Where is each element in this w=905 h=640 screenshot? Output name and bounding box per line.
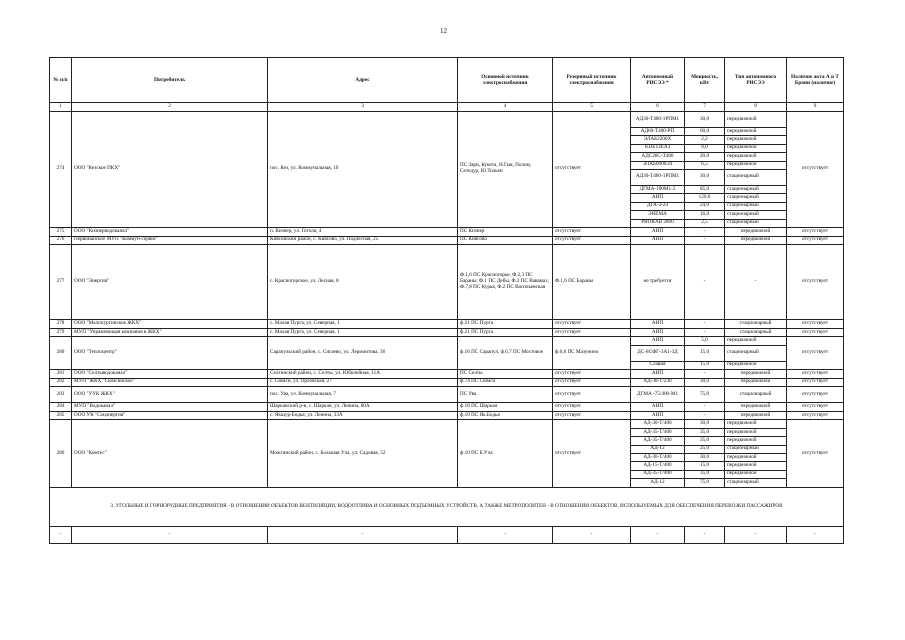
reserve-source-cell: отсутствует: [553, 320, 631, 329]
type-cell: передвижной: [725, 136, 787, 144]
type-cell: стационарный: [725, 328, 787, 337]
act-cell: отсутствует: [787, 420, 844, 487]
power-cell: 16,0: [685, 211, 725, 219]
type-cell: передвижной: [725, 411, 787, 420]
section-heading-row: [50, 487, 844, 526]
type-cell: передвижной: [725, 370, 787, 379]
power-cell: 15,0: [685, 345, 725, 361]
dash-cell: -: [631, 526, 685, 543]
reserve-source-cell: отсутствует: [553, 387, 631, 403]
power-cell: 30,0: [685, 169, 725, 185]
reserve-source-cell: отсутствует: [553, 420, 631, 487]
type-cell: стационарный: [725, 345, 787, 361]
col-number: 6: [631, 103, 685, 112]
type-cell: стационарный: [725, 202, 787, 210]
main-source-cell: ПС Селты: [458, 370, 553, 379]
table-row: [50, 403, 844, 412]
row-number: 283: [50, 387, 72, 403]
table-row: [50, 337, 844, 345]
header-num: № п/п: [50, 58, 72, 103]
autonomous-unit-cell: АД-35-Т/400: [631, 428, 685, 436]
power-cell: 85,0: [685, 185, 725, 193]
reserve-source-cell: отсутствует: [553, 328, 631, 337]
main-source-cell: ф.10 ПС Як.Бодья: [458, 411, 553, 420]
main-source-cell: ф.21 ПС Пурга: [458, 328, 553, 337]
dash-cell: -: [268, 526, 458, 543]
header-row: [50, 58, 844, 103]
consumer-cell: ООО "Кизнерводоканал": [72, 227, 268, 236]
power-cell: 30,0: [685, 112, 725, 128]
dash-cell: -: [553, 526, 631, 543]
empty-dash-row: [50, 526, 844, 543]
power-cell: 20,0: [685, 153, 725, 161]
table-row: [50, 387, 844, 403]
reserve-sources-table: [49, 57, 844, 544]
header-act: Наличие акта А и Т Брони (наличие): [787, 58, 844, 103]
autonomous-unit-cell: АД-30-Т/400: [631, 420, 685, 428]
consumer-cell: МУП "Водоканал": [72, 403, 268, 412]
type-cell: стационарный: [725, 194, 787, 202]
autonomous-unit-cell: АИП: [631, 194, 685, 202]
reserve-source-cell: отсутствует: [553, 236, 631, 245]
power-cell: 75,0: [685, 387, 725, 403]
header-power: Мощность, кВт: [685, 58, 725, 103]
header-consumer: Потребитель: [72, 58, 268, 103]
autonomous-unit-cell: АД-12: [631, 479, 685, 487]
main-source-cell: ПС Киясово: [458, 236, 553, 245]
autonomous-unit-cell: АИП: [631, 236, 685, 245]
autonomous-unit-cell: ЭЛАБ2200Х: [631, 136, 685, 144]
consumer-cell: ООО "Теплоцентр": [72, 337, 268, 370]
header-autonomous: Автономный РИСЭЭ *: [631, 58, 685, 103]
table-row: [50, 245, 844, 320]
type-cell: передвижной: [725, 361, 787, 369]
row-number: 286: [50, 420, 72, 487]
dash-cell: -: [725, 526, 787, 543]
autonomous-unit-cell: PRORAB 2800: [631, 219, 685, 227]
type-cell: стационарный: [725, 320, 787, 329]
type-cell: передвижной: [725, 236, 787, 245]
power-cell: 30,0: [685, 454, 725, 462]
address-cell: Киясовский район, с. Киясово, ул. Подлесная, 25: [268, 236, 458, 245]
autonomous-unit-cell: АД-12: [631, 445, 685, 453]
consumer-cell: ООО "Селтыводоканал": [72, 370, 268, 379]
type-cell: передвижной: [725, 437, 787, 445]
main-source-cell: ф.74 ПС Сюмси: [458, 378, 553, 387]
power-cell: 120,0: [685, 194, 725, 202]
autonomous-unit-cell: ДГМА-100М1-2: [631, 185, 685, 193]
dash-cell: -: [50, 526, 72, 543]
main-source-cell: ф.18 ПС Шаркан: [458, 403, 553, 412]
row-number: 274: [50, 112, 72, 228]
col-number: 3: [268, 103, 458, 112]
address-cell: Можгинский район, с. Большая Уча, ул. Садовая, 52: [268, 420, 458, 487]
power-cell: 60,0: [685, 128, 725, 136]
col-number: 4: [458, 103, 553, 112]
autonomous-unit-cell: KDE12EA3: [631, 144, 685, 152]
col-number: 5: [553, 103, 631, 112]
power-cell: 2,5: [685, 219, 725, 227]
type-cell: передвижной: [725, 112, 787, 128]
dash-cell: -: [72, 526, 268, 543]
table-row: [50, 370, 844, 379]
power-cell: -: [685, 236, 725, 245]
power-cell: 75,0: [685, 479, 725, 487]
power-cell: -: [685, 328, 725, 337]
address-cell: Шарканский р-н, с. Шаркан, ул. Ленина, 80А: [268, 403, 458, 412]
act-cell: отсутствует: [787, 328, 844, 337]
main-source-cell: ПС Кизнер: [458, 227, 553, 236]
main-source-cell: ПС Зари, Кукета, Н.Гыя, Полом, Сетедур, Ю.Тольен: [458, 112, 553, 228]
reserve-source-cell: отсутствует: [553, 403, 631, 412]
main-source-cell: ф.21 ПС Пурга: [458, 320, 553, 329]
power-cell: 2,2: [685, 136, 725, 144]
act-cell: отсутствует: [787, 370, 844, 379]
autonomous-unit-cell: ЭЛАБ6000ЭЗ: [631, 161, 685, 169]
col-number: 7: [685, 103, 725, 112]
power-cell: 35,0: [685, 437, 725, 445]
type-cell: передвижной: [725, 420, 787, 428]
address-cell: п. Кизнер, ул. Гоголя, 4: [268, 227, 458, 236]
address-cell: с. Малая Пурга, ул. Северная, 1: [268, 328, 458, 337]
type-cell: передвижной: [725, 227, 787, 236]
autonomous-unit-cell: АИП: [631, 320, 685, 329]
autonomous-unit-cell: АИП: [631, 328, 685, 337]
address-cell: пос. Кез, ул. Коммунальная, 10: [268, 112, 458, 228]
col-number: 8: [725, 103, 787, 112]
autonomous-unit-cell: АД-15-Т/400: [631, 462, 685, 470]
address-cell: с. Малая Пурга, ул. Северная, 1: [268, 320, 458, 329]
type-cell: передвижной: [725, 153, 787, 161]
reserve-source-cell: отсутствует: [553, 378, 631, 387]
dash-cell: -: [787, 526, 844, 543]
type-cell: стационарный: [725, 445, 787, 453]
table-row: [50, 420, 844, 428]
address-cell: пос. Ува, ул. Коммунальная, 7: [268, 387, 458, 403]
act-cell: отсутствует: [787, 403, 844, 412]
autonomous-unit-cell: АД60-Т400-РП: [631, 128, 685, 136]
header-type: Тип автономного РИСЭЭ: [725, 58, 787, 103]
autonomous-unit-cell: АД30-Т400-1РПМ1: [631, 169, 685, 185]
row-number: 277: [50, 245, 72, 320]
power-cell: 6,5: [685, 161, 725, 169]
main-source-cell: ф.16 ПС Сарапул, ф.6,7 ПС Мостовое: [458, 337, 553, 370]
autonomous-unit-cell: АД-35-Т/400: [631, 470, 685, 478]
act-cell: отсутствует: [787, 337, 844, 370]
col-number: 1: [50, 103, 72, 112]
table-row: [50, 328, 844, 337]
autonomous-unit-cell: ЭНЕМА: [631, 211, 685, 219]
autonomous-unit-cell: АД-30-Т/400: [631, 454, 685, 462]
table-row: [50, 227, 844, 236]
row-number: 282: [50, 378, 72, 387]
address-cell: с. Красногорское, ул. Лесная, 8: [268, 245, 458, 320]
consumer-cell: ООО УК "Соцэнергия": [72, 411, 268, 420]
type-cell: передвижной: [725, 454, 787, 462]
autonomous-unit-cell: ДГМА -75/400-М1: [631, 387, 685, 403]
table-row: [50, 378, 844, 387]
act-cell: отсутствует: [787, 378, 844, 387]
type-cell: -: [725, 245, 787, 320]
reserve-source-cell: ф.6,8 ПС Мазунино: [553, 337, 631, 370]
dash-cell: -: [458, 526, 553, 543]
power-cell: 15,0: [685, 462, 725, 470]
col-number: 2: [72, 103, 268, 112]
reserve-source-cell: отсутствует: [553, 411, 631, 420]
autonomous-unit-cell: АИП: [631, 411, 685, 420]
table-row: [50, 411, 844, 420]
autonomous-unit-cell: АДС20С-Т400: [631, 153, 685, 161]
consumer-cell: ООО "УУК ЖКХ": [72, 387, 268, 403]
act-cell: отсутствует: [787, 411, 844, 420]
type-cell: передвижной: [725, 403, 787, 412]
reserve-source-cell: отсутствует: [553, 112, 631, 228]
autonomous-unit-cell: ДС-8СФГ-3А1-3Д: [631, 345, 685, 361]
row-number: 275: [50, 227, 72, 236]
type-cell: передвижной: [725, 161, 787, 169]
row-number: 279: [50, 328, 72, 337]
power-cell: 8,0: [685, 144, 725, 152]
row-number: 281: [50, 370, 72, 379]
dash-cell: -: [685, 526, 725, 543]
act-cell: отсутствует: [787, 320, 844, 329]
power-cell: 5,0: [685, 337, 725, 345]
power-cell: 25,0: [685, 445, 725, 453]
type-cell: передвижной: [725, 128, 787, 136]
power-cell: 35,0: [685, 428, 725, 436]
type-cell: передвижной: [725, 144, 787, 152]
consumer-cell: ООО "Малопургинское ЖКХ": [72, 320, 268, 329]
power-cell: -: [685, 411, 725, 420]
table-body: [50, 112, 844, 544]
act-cell: отсутствует: [787, 112, 844, 228]
reserve-source-cell: Ф.1,6 ПС Бараны: [553, 245, 631, 320]
power-cell: -: [685, 245, 725, 320]
autonomous-unit-cell: АИП: [631, 337, 685, 345]
row-number: 280: [50, 337, 72, 370]
autonomous-unit-cell: АД-30-Т/230: [631, 378, 685, 387]
type-cell: стационарный: [725, 479, 787, 487]
section-3-title: 3. УГОЛЬНЫЕ И ГОРНОРУДНЫЕ ПРЕДПРИЯТИЯ - В ОТНОШЕНИИ ОБЪЕКТОВ ВЕНТИЛЯЦИИ, ВОДООТЛИВА И ОСНОВНЫХ ПОДЪЕМНЫХ УСТРОЙСТВ, А ТАКЖЕ МЕТРОПОЛИТЕН - В ОТНОШЕНИИ ОБЪЕКТОВ, ИСПОЛЬЗУЕМЫХ ДЛЯ ОБЕСПЕЧЕНИЯ ПЕРЕВОЗКИ ПАССАЖИРОВ: [50, 487, 844, 526]
reserve-source-cell: отсутствует: [553, 227, 631, 236]
power-cell: 30,0: [685, 420, 725, 428]
consumer-cell: ООО "Энергия": [72, 245, 268, 320]
act-cell: отсутствует: [787, 227, 844, 236]
power-cell: 24,0: [685, 202, 725, 210]
main-source-cell: Ф.1,6 ПС Красногорье, Ф.2,3 ПС Бараны, Ф.1 ПС Дебы, Ф.2 ПС Вавамах, Ф.7,8 ПС Курья, Ф.2 ПС Васильевская: [458, 245, 553, 320]
power-cell: 15,0: [685, 361, 725, 369]
type-cell: передвижной: [725, 462, 787, 470]
column-numbers-row: [50, 103, 844, 112]
header-reserve-source: Резервный источник электроснабжения: [553, 58, 631, 103]
type-cell: передвижной: [725, 470, 787, 478]
row-number: 284: [50, 403, 72, 412]
main-source-cell: ф.10 ПС Б.Уча: [458, 420, 553, 487]
autonomous-unit-cell: АИП: [631, 370, 685, 379]
address-cell: Сарапульский район, с. Сигаево, ул. Лермонтова, 36: [268, 337, 458, 370]
consumer-cell: МУП "Управляющая компания в ЖКХ": [72, 328, 268, 337]
autonomous-unit-cell: АИП: [631, 227, 685, 236]
act-cell: отсутствует: [787, 387, 844, 403]
power-cell: -: [685, 403, 725, 412]
power-cell: 30,0: [685, 378, 725, 387]
table-row: [50, 236, 844, 245]
act-cell: отсутствует: [787, 245, 844, 320]
row-number: 276: [50, 236, 72, 245]
reserve-source-cell: отсутствует: [553, 370, 631, 379]
power-cell: -: [685, 227, 725, 236]
main-source-cell: ПС Ува: [458, 387, 553, 403]
autonomous-unit-cell: Славия: [631, 361, 685, 369]
row-number: 278: [50, 320, 72, 329]
type-cell: стационарный: [725, 185, 787, 193]
consumer-cell: ООО "Комтес": [72, 420, 268, 487]
type-cell: стационарный: [725, 169, 787, 185]
power-cell: -: [685, 370, 725, 379]
act-cell: отсутствует: [787, 236, 844, 245]
type-cell: стационарный: [725, 387, 787, 403]
power-cell: 35,0: [685, 470, 725, 478]
row-number: 285: [50, 411, 72, 420]
header-address: Адрес: [268, 58, 458, 103]
autonomous-unit-cell: не требуется: [631, 245, 685, 320]
autonomous-unit-cell: АД-35-Т/400: [631, 437, 685, 445]
consumer-cell: ООО "Кезское ПКХ": [72, 112, 268, 228]
type-cell: стационарный: [725, 211, 787, 219]
type-cell: передвижной: [725, 428, 787, 436]
col-number: 9: [787, 103, 844, 112]
consumer-cell: Первомайское МУП "Коммун-сервис": [72, 236, 268, 245]
consumer-cell: МУП "ЖКХ "Сюмсинское": [72, 378, 268, 387]
address-cell: с. Якшур-Бодья, ул. Ленина, 33А: [268, 411, 458, 420]
type-cell: стационарный: [725, 219, 787, 227]
type-cell: передвижной: [725, 337, 787, 345]
header-main-source: Основной источник электроснабжения: [458, 58, 553, 103]
autonomous-unit-cell: АИП: [631, 403, 685, 412]
autonomous-unit-cell: ДГА-3-24: [631, 202, 685, 210]
table-row: [50, 320, 844, 329]
type-cell: передвижной: [725, 378, 787, 387]
table-row: [50, 112, 844, 128]
power-cell: -: [685, 320, 725, 329]
address-cell: Селтинский район, с. Селты, ул. Юбилейная, 11А: [268, 370, 458, 379]
address-cell: с. Сюмси, ул. Орловская, 27: [268, 378, 458, 387]
page-number: 12: [440, 27, 447, 35]
autonomous-unit-cell: АД30-Т400-1РПМ1: [631, 112, 685, 128]
